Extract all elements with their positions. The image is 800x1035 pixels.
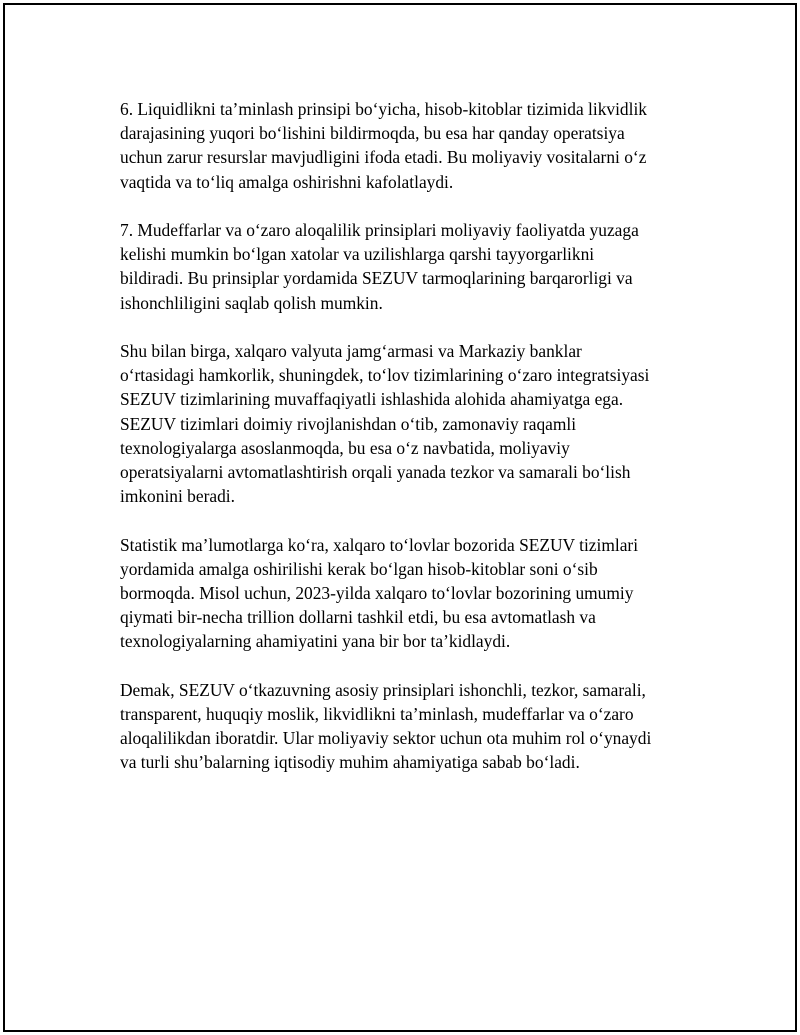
text-line: bormoqda. Misol uchun, 2023-yilda xalqaro to‘lovlar bozorining umumiy xyxy=(120,583,634,604)
paragraph-statistics xyxy=(120,533,710,654)
text-line: texnologiyalarga asoslanmoqda, bu esa o‘z navbatida, moliyaviy xyxy=(120,437,570,458)
document-body xyxy=(120,97,710,799)
text-line: Shu bilan birga, xalqaro valyuta jamg‘armasi va Markaziy banklar xyxy=(120,341,582,361)
text-line: transparent, huquqiy moslik, likvidlikni ta’minlash, mudeffarlar va o‘zaro xyxy=(120,704,634,725)
text-line: ishonchliligini saqlab qolish mumkin. xyxy=(120,292,383,313)
text-line: darajasining yuqori bo‘lishini bildirmoqda, bu esa har qanday operatsiya xyxy=(120,123,625,144)
text-line: operatsiyalarni avtomatlashtirish orqali yanada tezkor va samarali bo‘lish xyxy=(120,462,631,483)
text-line: o‘rtasidagi hamkorlik, shuningdek, to‘lov tizimlarining o‘zaro integratsiyasi xyxy=(120,365,650,386)
text-line: qiymati bir-necha trillion dollarni tashkil etdi, bu esa avtomatlash va xyxy=(120,607,596,628)
text-line: imkonini beradi. xyxy=(120,486,235,507)
text-line: bildiradi. Bu prinsiplar yordamida SEZUV tarmoqlarining barqarorligi va xyxy=(120,268,633,289)
paragraph-conclusion xyxy=(120,678,710,775)
paragraph-cooperation xyxy=(120,339,710,508)
text-line: SEZUV tizimlari doimiy rivojlanishdan o‘tib, zamonaviy raqamli xyxy=(120,413,577,434)
text-line: kelishi mumkin bo‘lgan xatolar va uzilishlarga qarshi tayyorgarlikni xyxy=(120,244,595,265)
document-page xyxy=(3,3,797,1032)
text-line: Demak, SEZUV o‘tkazuvning asosiy prinsiplari ishonchli, tezkor, samarali, xyxy=(120,679,646,700)
text-line: yordamida amalga oshirilishi kerak bo‘lgan hisob-kitoblar soni o‘sib xyxy=(120,558,598,579)
text-line: SEZUV tizimlarining muvaffaqiyatli ishlashida alohida ahamiyatga ega. xyxy=(120,389,624,410)
paragraph-interconnection-principle xyxy=(120,218,710,315)
text-line: aloqalilikdan iboratdir. Ular moliyaviy sektor uchun ota muhim rol o‘ynaydi xyxy=(120,728,652,749)
text-line: uchun zarur resurslar mavjudligini ifoda etadi. Bu moliyaviy vositalarni o‘z xyxy=(120,147,647,168)
text-line: va turli shu’balarning iqtisodiy muhim ahamiyatiga sabab bo‘ladi. xyxy=(120,752,580,773)
paragraph-liquidity-principle xyxy=(120,97,710,194)
text-line: Statistik ma’lumotlarga ko‘ra, xalqaro to‘lovlar bozorida SEZUV tizimlari xyxy=(120,534,639,555)
text-line: vaqtida va to‘liq amalga oshirishni kafolatlaydi. xyxy=(120,171,454,192)
text-line: 7. Mudeffarlar va o‘zaro aloqalilik prinsiplari moliyaviy faoliyatda yuzaga xyxy=(120,220,639,240)
text-line: 6. Liquidlikni ta’minlash prinsipi bo‘yicha, hisob-kitoblar tizimida likvidlik xyxy=(120,99,647,119)
text-line: texnologiyalarning ahamiyatini yana bir bor ta’kidlaydi. xyxy=(120,631,511,652)
